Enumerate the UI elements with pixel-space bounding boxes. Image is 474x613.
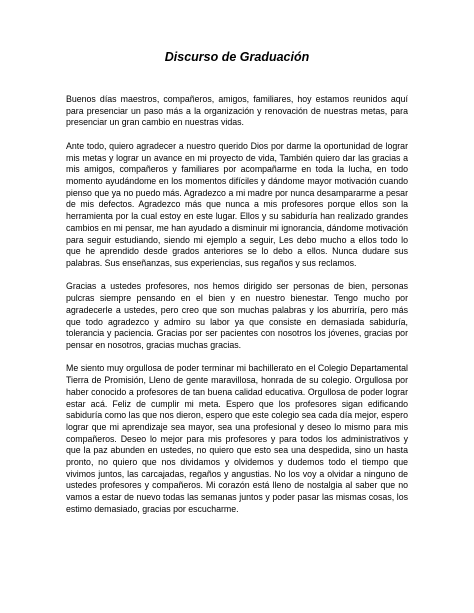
paragraph-farewell: Me siento muy orgullosa de poder terminar mi bachillerato en el Colegio Departamental Tierra de Promisión, Lleno de gente maravillosa, honrada de su colegio. Orgullosa por haber conocido a profesores de tan buena calidad educativa. Orgullosa de poder lograr estar acá. Feliz de cumplir mi meta. Espero que los profesores sigan edificando sabiduría como las que nos dieron, espero que este colegio sea cada día mejor, espero lograr que mi aprendizaje sea mayor, sea una profesional y deseo lo mismo para mis compañeros. Deseo lo mejor para mis profesores y para todos los administrativos y que la paz abunden en ustedes, no quiero que esto sea una despedida, sino un hasta pronto, no quiero que nos dividamos y olvidemos y dudemos todo el tiempo que vivimos juntos, las carcajadas, regaños y angustias. No los voy a olvidar a ninguno de ustedes profesores y compañeros. Mi corazón está lleno de nostalgia al saber que no vamos a estar de nuevo todas las semanas juntos y poder pasar las mismas cosas, los estimo demasiado, gracias por escucharme. — [66, 363, 408, 514]
document-body — [66, 94, 408, 527]
paragraph-teachers: Gracias a ustedes profesores, nos hemos dirigido ser personas de bien, personas pulcras siempre pensando en el bien y en nuestro bienestar. Tengo mucho por agradecerle a ustedes, pero creo que son muchas palabras y los aburriría, pero más que todo agradezco y admiro su labor ya que consiste en demasiada sabiduría, tolerancia y paciencia. Gracias por ser pacientes con nosotros los jóvenes, gracias por pensar en nosotros, gracias muchas gracias. — [66, 281, 408, 350]
paragraph-greeting: Buenos días maestros, compañeros, amigos, familiares, hoy estamos reunidos aquí para presenciar un paso más a la organización y renovación de nuestras metas, para presenciar un gran cambio en nuestras vidas. — [66, 94, 408, 128]
document-title: Discurso de Graduación — [164, 50, 310, 64]
paragraph-gratitude: Ante todo, quiero agradecer a nuestro querido Dios por darme la oportunidad de lograr mis metas y lograr un avance en mi proyecto de vida, También quiero dar las gracias a mis amigos, compañeros y familiares por acompañarme en toda la lucha, en todo momento ayudándome en los momentos difíciles y dándome mayor motivación cuando pienso que ya no puedo más. Agradezco a mi madre por nunca desampararme a pesar de mis defectos. Agradezco más que nunca a mis profesores porque ellos son la herramienta por la cual estoy en este lugar. Ellos y su sabiduría han realizado grandes cambios en mi pensar, me han ayudado a disminuir mi ignorancia, dándome motivación para seguir estudiando, siendo mi ejemplo a seguir, Les debo mucho a ellos todo lo que he aprendido desde grados anteriores se lo debo a ellos. Nunca dudare sus palabras. Sus enseñanzas, sus experiencias, sus regaños y sus reclamos. — [66, 140, 408, 268]
